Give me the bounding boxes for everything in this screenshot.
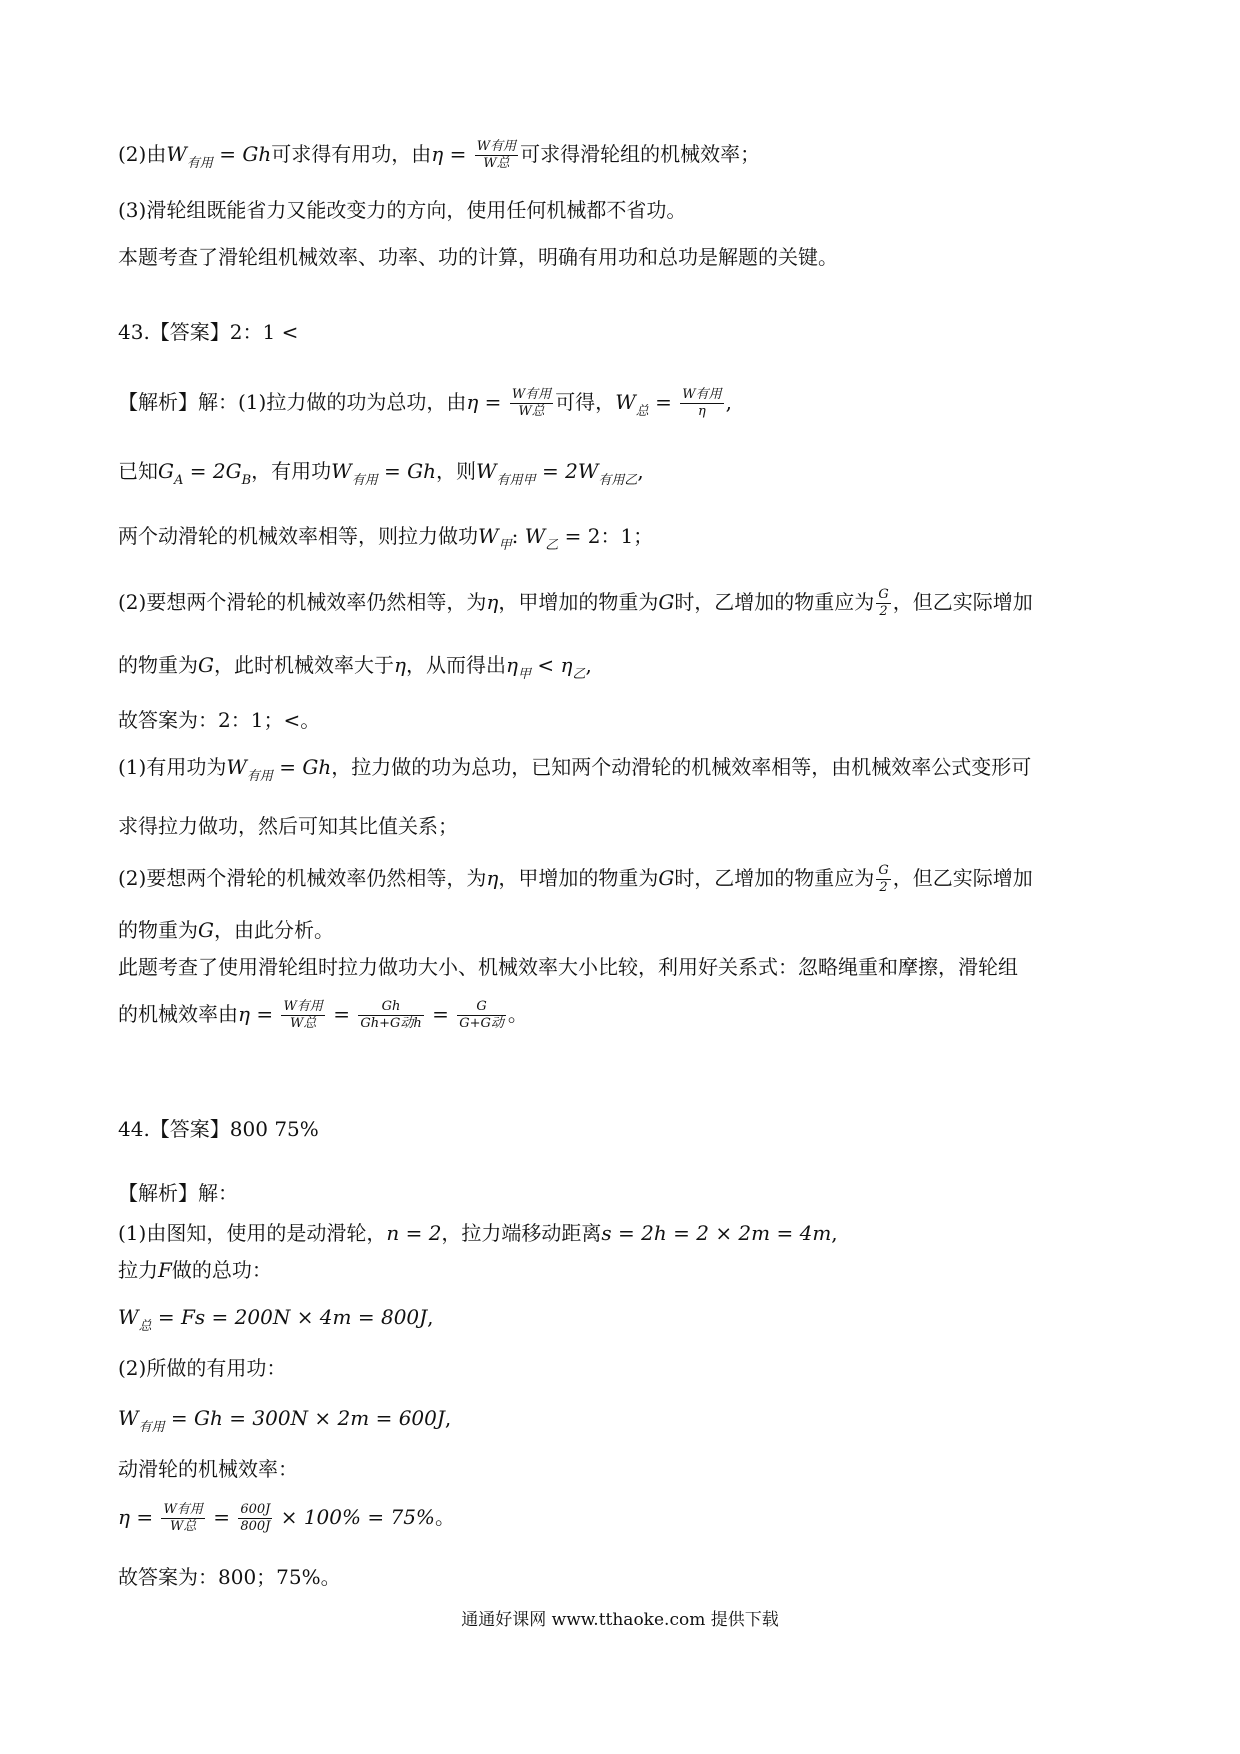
fraction: $\frac{\text{W有用}}{\text{W总}}$ xyxy=(283,999,323,1031)
text-line: 故答案为：800；75%。 xyxy=(118,1565,341,1589)
text-line: $W_总 = Fs = 200N \times 4m = 800J$, xyxy=(118,1305,434,1334)
text-line: 的物重为G，由此分析。 xyxy=(118,918,334,942)
fraction: $\frac{\text{W有用}}{\text{W总}}$ xyxy=(163,1502,203,1534)
fraction: $\frac{\text{W有用}}{\eta}$ xyxy=(682,387,722,419)
fraction: $\frac{600J}{800J}$ xyxy=(240,1502,271,1534)
fraction: $\frac{G}{2}$ xyxy=(878,587,889,619)
text-line: (2)由$W_{有用} = Gh$可求得有用功，由η = $\frac{\text{W有用}}{\text{W总}}$ 可求得滑轮组的机械效率； xyxy=(118,139,761,171)
fraction: $\frac{\text{W有用}}{\text{W总}}$ xyxy=(511,387,552,419)
text-line: 的机械效率由η = $\frac{\text{W有用}}{\text{W总}}$ = $\frac{Gh}{\text{Gh+G动h}}$ = $\frac{G}{\text{G+G动}}$ 。 xyxy=(118,999,528,1031)
answer-heading: 44.【答案】800 75% xyxy=(118,1117,319,1141)
text-line: $W_{有用} = Gh = 300N \times 2m = 600J$, xyxy=(118,1406,452,1435)
fraction: $\frac{\text{W有用}}{\text{W总}}$ xyxy=(476,139,517,171)
answer-heading: 43.【答案】2：1 < xyxy=(118,320,299,344)
text-line: 已知$G_A = 2G_B$，有用功$W_{有用} = Gh$，则$W_{有用甲} = 2W_{有用乙}$, xyxy=(118,459,644,488)
text-line: 本题考查了滑轮组机械效率、功率、功的计算，明确有用功和总功是解题的关键。 xyxy=(118,245,838,269)
fraction: $\frac{G}{2}$ xyxy=(878,863,889,895)
text-line: 的物重为G，此时机械效率大于η，从而得出$\eta_甲 < \eta_乙$, xyxy=(118,653,592,682)
text-line: (2)要想两个滑轮的机械效率仍然相等，为η，甲增加的物重为G时，乙增加的物重应为 $\frac{G}{2}$ ，但乙实际增加 xyxy=(118,587,1033,619)
text-line: 两个动滑轮的机械效率相等，则拉力做功$W_甲$: $W_乙 = 2$：1； xyxy=(118,524,654,553)
text-line: (1)有用功为$W_{有用} = Gh$，拉力做的功为总功，已知两个动滑轮的机械效率相等，由机械效率公式变形可 xyxy=(118,755,1032,784)
text-line: 此题考查了使用滑轮组时拉力做功大小、机械效率大小比较，利用好关系式：忽略绳重和摩擦，滑轮组 xyxy=(118,955,1018,979)
text-line: 拉力F做的总功： xyxy=(118,1258,272,1282)
text-line: 【解析】解：(1)拉力做的功为总功，由η = $\frac{\text{W有用}}{\text{W总}}$ 可得，$W_总$ = $\frac{\text{W有用}}{\eta}$ , xyxy=(118,387,732,419)
text-line: 故答案为：2：1；<。 xyxy=(118,708,321,732)
text-line: η = $\frac{\text{W有用}}{\text{W总}}$ = $\frac{600J}{800J}$ × 100% = 75%。 xyxy=(118,1502,455,1534)
text-line: (2)所做的有用功： xyxy=(118,1356,287,1380)
text-line: 求得拉力做功，然后可知其比值关系； xyxy=(118,814,458,838)
text-line: (1)由图知，使用的是动滑轮，n = 2，拉力端移动距离s = 2h = 2 × 2m = 4m, xyxy=(118,1221,838,1245)
text-line: 【解析】解： xyxy=(118,1181,238,1205)
text-line: (2)要想两个滑轮的机械效率仍然相等，为η，甲增加的物重为G时，乙增加的物重应为 $\frac{G}{2}$ ，但乙实际增加 xyxy=(118,863,1033,895)
fraction: $\frac{Gh}{\text{Gh+G动h}}$ xyxy=(360,999,422,1031)
page-footer: 通通好课网 www.tthaoke.com 提供下载 xyxy=(461,1610,779,1630)
text-line: (3)滑轮组既能省力又能改变力的方向，使用任何机械都不省功。 xyxy=(118,198,687,222)
text-line: 动滑轮的机械效率： xyxy=(118,1457,298,1481)
fraction: $\frac{G}{\text{G+G动}}$ xyxy=(459,999,504,1031)
